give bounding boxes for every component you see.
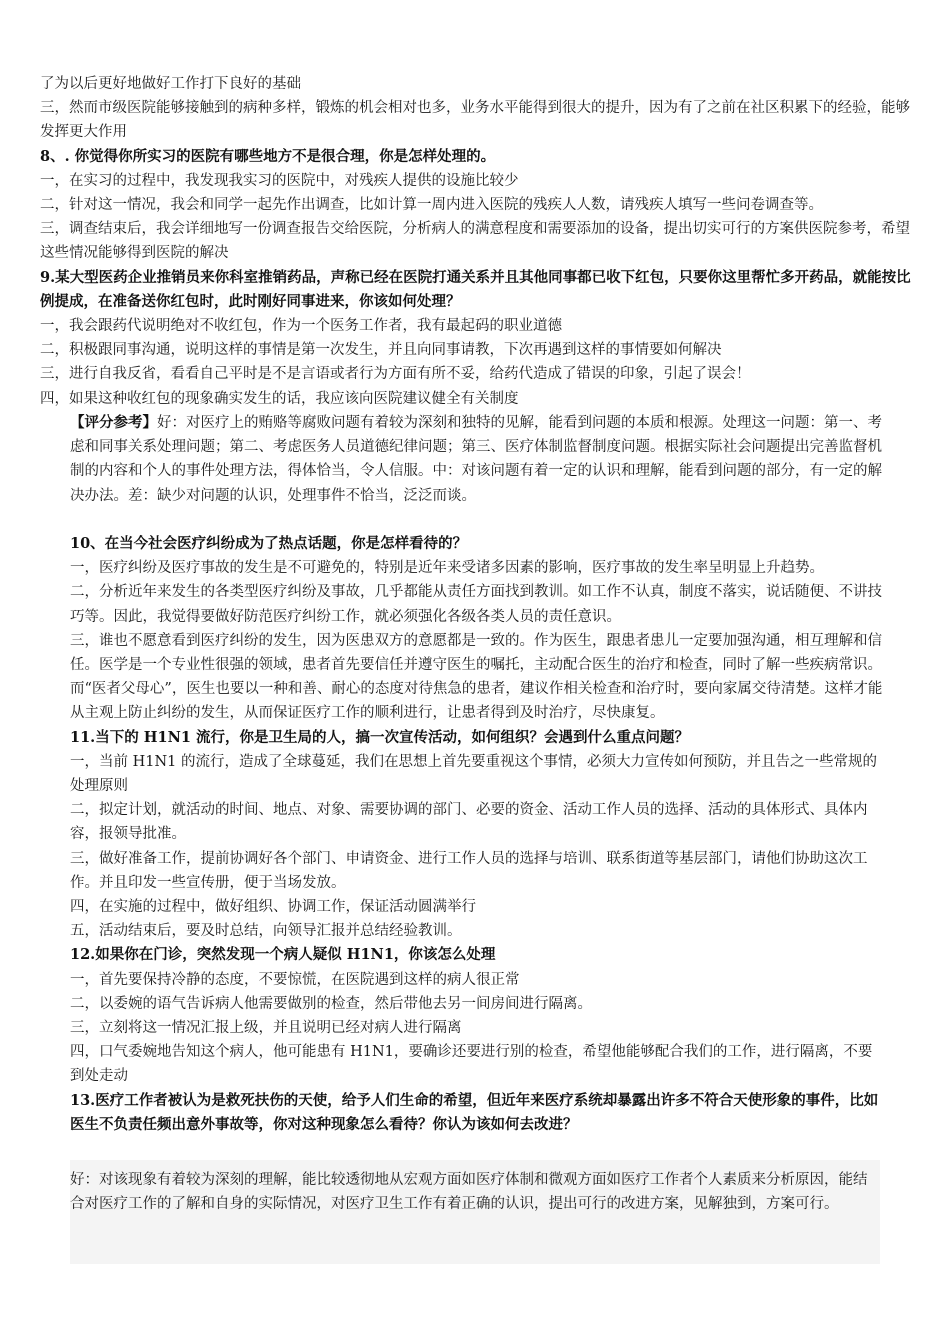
paragraph-answer: 四，在实施的过程中，做好组织、协调工作，保证活动圆满举行 [70,899,476,916]
paragraph-answer: 三，然而市级医院能够接触到的病种多样，锻炼的机会相对也多，业务水平能得到很大的提升，因为有了之前在社区积累下的经验，能够发挥更大作用 [40,100,910,141]
section-q13-answer [70,1168,880,1216]
paragraph-answer: 五，活动结束后，要及时总结，向领导汇报并总结经验教训。 [70,923,462,940]
scoring-reference-label: 【评分参考】 [70,414,157,431]
paragraph-answer: 二，以委婉的语气告诉病人他需要做别的检查，然后带他去另一间房间进行隔离。 [70,995,592,1012]
scoring-reference-text: 好：对医疗上的贿赂等腐败问题有着较为深刻和独特的见解，能看到问题的本质和根源。处理这一问题：第一、考虑和同事关系处理问题；第二、考虑医务人员道德纪律问题；第三、医疗体制监督制度问题。根据实际社会问题提出完善监督机制的内容和个人的事件处理方法，得体恰当，令人信服。中：对该问题有着一定的认识和理解，能看到问题的部分，有一定的解决办法。差：缺少对问题的认识，处理事件不恰当，泛泛而谈。 [70,415,882,504]
paragraph-answer: 三，进行自我反省，看看自己平时是不是言语或者行为方面有所不妥，给药代造成了错误的印象，引起了误会！ [40,366,751,383]
paragraph-answer: 二，拟定计划，就活动的时间、地点、对象、需要协调的部门、必要的资金、活动工作人员的选择、活动的具体形式、具体内容，报领导批准。 [70,802,868,843]
scoring-reference [70,411,882,508]
question-heading-13: 13.医疗工作者被认为是救死扶伤的天使，给予人们生命的希望，但近年来医疗系统却暴露出许多不符合天使形象的事件，比如医生不负责任频出意外事故等，你对这种现象怎么看待？你认为该如何去改进？ [70,1091,879,1133]
question-heading-11: 11.当下的 H1N1 流行，你是卫生局的人，搞一次宣传活动，如何组织？会遇到什么重点问题？ [70,728,689,746]
paragraph-answer-good: 好：对该现象有着较为深刻的理解，能比较透彻地从宏观方面如医疗体制和微观方面如医疗工作者个人素质来分析原因，能结合对医疗工作的了解和自身的实际情况，对医疗卫生工作有着正确的认识，提出可行的改进方案，见解独到，方案可行。 [70,1172,868,1213]
paragraph-answer: 二，分析近年来发生的各类型医疗纠纷及事故，几乎都能从责任方面找到教训。如工作不认真，制度不落实，说话随便、不讲技巧等。因此，我觉得要做好防范医疗纠纷工作，就必须强化各级各类人员的责任意识。 [70,584,882,625]
section-q8-q9 [40,72,922,411]
question-heading-8: 8、. 你觉得你所实习的医院有哪些地方不是很合理，你是怎样处理的。 [40,147,496,165]
paragraph-answer: 三，谁也不愿意看到医疗纠纷的发生，因为医患双方的意愿都是一致的。作为医生，跟患者患儿一定要加强沟通，相互理解和信任。医学是一个专业性很强的领域，患者首先要信任并遵守医生的嘱托，主动配合医生的治疗和检查，同时了解一些疾病常识。而“医者父母心”，医生也要以一种和善、耐心的态度对待焦急的患者，建议作相关检查和治疗时，要向家属交待清楚。这样才能从主观上防止纠纷的发生，从而保证医疗工作的顺利进行，让患者得到及时治疗，尽快康复。 [70,632,883,722]
question-heading-9: 9.某大型医药企业推销员来你科室推销药品，声称已经在医院打通关系并且其他同事都已收下红包，只要你这里帮忙多开药品，就能按比例提成，在准备送你红包时，此时刚好同事进来，你该如何处理？ [40,268,911,310]
paragraph-answer: 一，首先要保持冷静的态度，不要惊慌，在医院遇到这样的病人很正常 [70,971,520,988]
paragraph-answer: 一，我会跟药代说明绝对不收红包，作为一个医务工作者，我有最起码的职业道德 [40,318,562,335]
paragraph-answer: 一，医疗纠纷及医疗事故的发生是不可避免的，特别是近年来受诸多因素的影响，医疗事故的发生率呈明显上升趋势。 [70,560,824,577]
paragraph-answer: 一，当前 H1N1 的流行，造成了全球蔓延，我们在思想上首先要重视这个事情，必须大力宣传如何预防，并且告之一些常规的处理原则 [70,753,877,795]
paragraph-continuation: 了为以后更好地做好工作打下良好的基础 [40,76,301,92]
scoring-reference-paragraph [70,411,882,508]
paragraph-answer: 二，积极跟同事沟通，说明这样的事情是第一次发生，并且向同事请教，下次再遇到这样的事情要如何解决 [40,342,722,359]
paragraph-answer: 二，针对这一情况，我会和同学一起先作出调查，比如计算一周内进入医院的残疾人人数，请残疾人填写一些问卷调查等。 [40,197,823,214]
paragraph-answer: 四，如果这种收红包的现象确实发生的话，我应该向医院建议健全有关制度 [40,390,519,407]
paragraph-answer: 四，口气委婉地告知这个病人，他可能患有 H1N1，要确诊还要进行别的检查，希望他能够配合我们的工作，进行隔离，不要到处走动 [70,1044,873,1085]
paragraph-answer: 三，调查结束后，我会详细地写一份调查报告交给医院，分析病人的满意程度和需要添加的设备，提出切实可行的方案供医院参考，希望这些情况能够得到医院的解决 [40,221,910,262]
section-q10-q13 [70,532,885,1137]
question-heading-12: 12.如果你在门诊，突然发现一个病人疑似 H1N1，你该怎么处理 [70,946,496,964]
paragraph-answer: 一，在实习的过程中，我发现我实习的医院中，对残疾人提供的设施比较少 [40,172,519,189]
paragraph-answer: 三，做好准备工作，提前协调好各个部门、申请资金、进行工作人员的选择与培训、联系街道等基层部门，请他们协助这次工作。并且印发一些宣传册，便于当场发放。 [70,850,868,891]
paragraph-answer: 三，立刻将这一情况汇报上级，并且说明已经对病人进行隔离 [70,1020,462,1037]
question-heading-10: 10、在当今社会医疗纠纷成为了热点话题，你是怎样看待的？ [70,535,468,552]
